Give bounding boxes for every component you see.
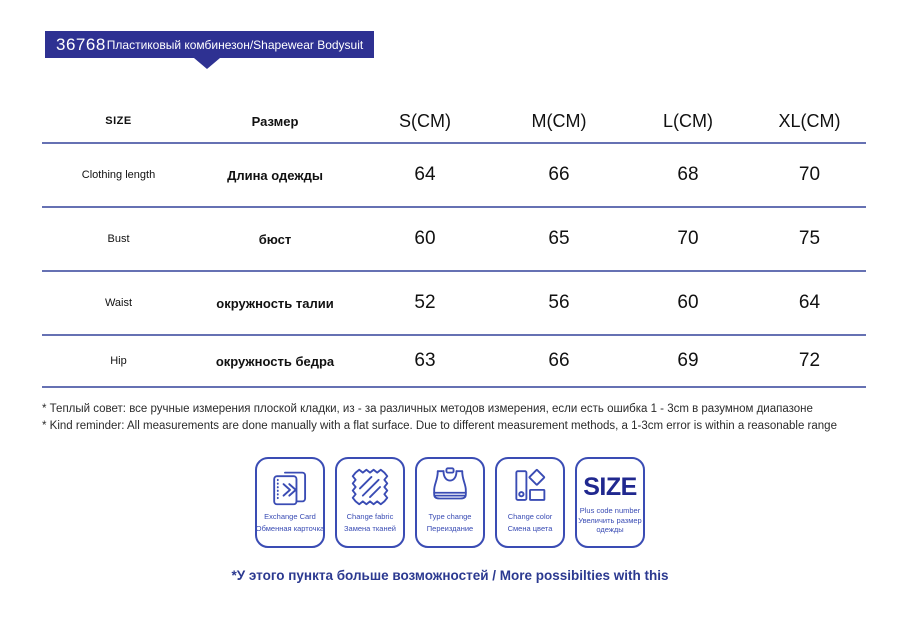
table-row xyxy=(42,208,866,272)
exchange-card-icon xyxy=(267,464,313,510)
badge-pointer-arrow xyxy=(194,58,220,69)
value-m: 65 xyxy=(548,228,570,249)
badge-exchange-card xyxy=(255,457,325,548)
value-xl: 70 xyxy=(798,164,821,185)
value-s: 52 xyxy=(414,292,436,313)
note-en: * Kind reminder: All measurements are done manually with a flat surface. Due to different measurement methods, a 1-3cm error is within a reasonable range xyxy=(42,420,837,432)
value-l: 70 xyxy=(677,228,699,249)
product-header-badge xyxy=(45,31,374,58)
col-header-l: L(CM) xyxy=(663,110,713,131)
value-m: 66 xyxy=(548,350,570,371)
value-l: 69 xyxy=(677,350,699,371)
value-xl: 72 xyxy=(798,350,821,371)
badge-label-ru: Переиздание xyxy=(426,524,474,533)
badge-label-en: Plus code number Увеличить размер одежды xyxy=(578,506,642,534)
col-header-xl: XL(CM) xyxy=(778,110,841,131)
change-fabric-icon xyxy=(347,464,393,510)
more-possibilities-note: *У этого пункта больше возможностей / More possibilties with this xyxy=(231,568,669,583)
badge-label-en: Change color xyxy=(507,512,553,521)
note-ru: * Теплый совет: все ручные измерения плоской кладки, из - за различных методов измерения, если есть ошибка 1 - 3cm в разумном диапазоне xyxy=(42,403,813,415)
col-header-m: M(CM) xyxy=(531,110,587,131)
table-row xyxy=(42,336,866,388)
value-xl: 75 xyxy=(798,228,821,249)
change-color-icon xyxy=(507,464,553,510)
size-table xyxy=(42,100,866,388)
badge-type-change xyxy=(415,457,485,548)
row-label-en: Clothing length xyxy=(81,169,156,181)
badge-label-en: Type change xyxy=(428,512,472,521)
badge-change-fabric xyxy=(335,457,405,548)
table-row xyxy=(42,144,866,208)
col-header-s: S(CM) xyxy=(399,110,451,131)
row-label-ru: окружность талии xyxy=(216,295,334,311)
value-m: 56 xyxy=(548,292,570,313)
badge-label-ru: Замена тканей xyxy=(344,524,396,533)
row-label-ru: Длина одежды xyxy=(227,167,323,183)
table-row xyxy=(42,272,866,336)
type-change-icon xyxy=(427,464,473,510)
row-label-en: Bust xyxy=(107,233,130,245)
value-l: 68 xyxy=(677,164,699,185)
row-label-en: Waist xyxy=(104,297,133,309)
table-header-row xyxy=(42,100,866,144)
row-label-en: Hip xyxy=(110,355,127,367)
badge-label-en: Change fabric xyxy=(346,512,394,521)
measurement-notes xyxy=(42,401,837,435)
badge-label-ru: Обменная карточка xyxy=(255,524,325,533)
size-icon: SIZE xyxy=(583,473,637,501)
product-code: 36768 xyxy=(56,34,106,54)
badge-label-ru: Смена цвета xyxy=(507,524,553,533)
value-l: 60 xyxy=(677,292,699,313)
value-s: 64 xyxy=(414,164,436,185)
col-header-razmer: Размер xyxy=(251,113,299,129)
col-header-size: SIZE xyxy=(105,115,132,127)
product-title: Пластиковый комбинезон/Shapewear Bodysuit xyxy=(106,37,364,52)
badge-size-plus xyxy=(575,457,645,548)
value-s: 63 xyxy=(414,350,436,371)
row-label-ru: окружность бедра xyxy=(215,353,335,369)
badge-label-en: Exchange Card xyxy=(264,512,316,521)
service-badges xyxy=(0,457,900,548)
row-label-ru: бюст xyxy=(258,231,292,247)
value-m: 66 xyxy=(548,164,570,185)
value-xl: 64 xyxy=(798,292,821,313)
badge-change-color xyxy=(495,457,565,548)
value-s: 60 xyxy=(414,228,436,249)
